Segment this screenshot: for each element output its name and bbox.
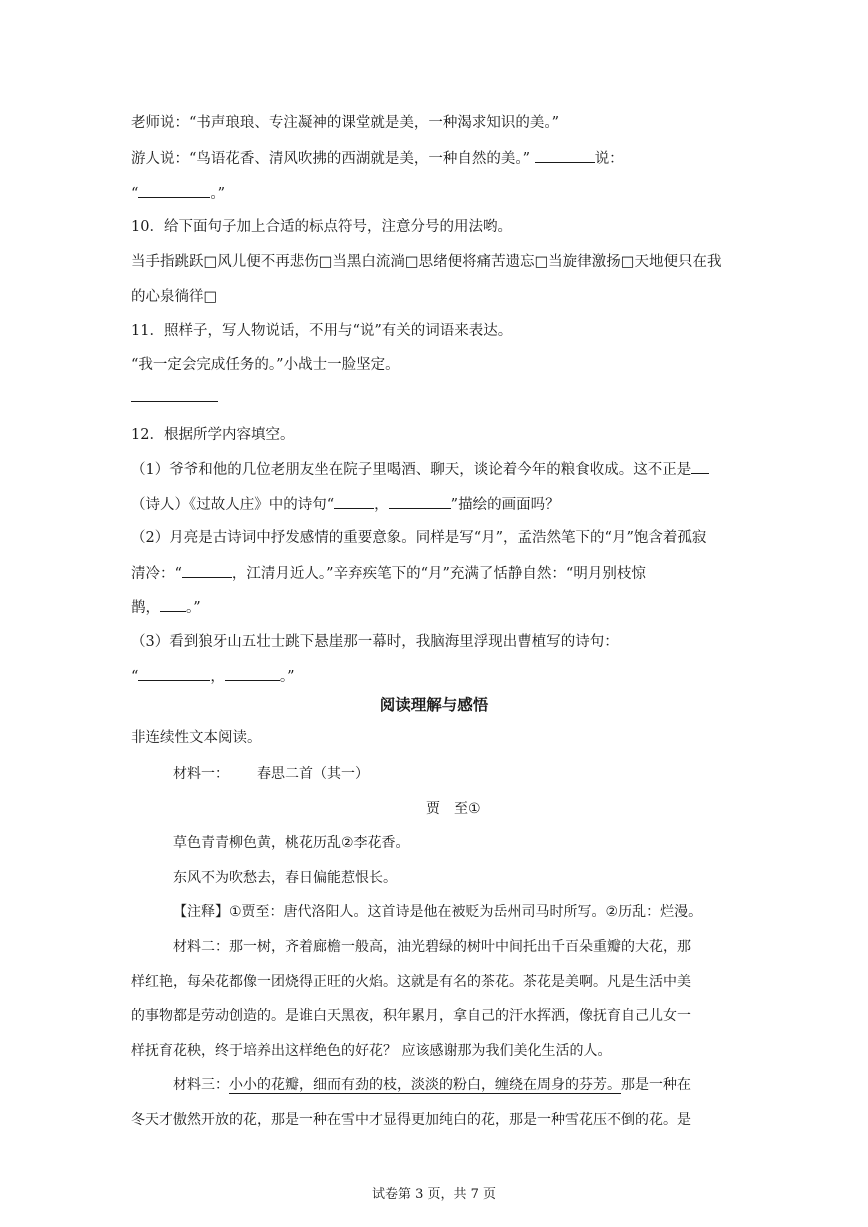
poem-author: 贾 至① <box>426 801 481 817</box>
line-answer-quote: “ 。” <box>131 183 225 204</box>
fill-blank[interactable] <box>138 183 210 198</box>
reading-intro: 非连续性文本阅读。 <box>131 730 262 746</box>
underlined-sentence: 小小的花瓣，细而有劲的枝，淡淡的粉白，缠绕在周身的芬芳。 <box>229 1077 621 1093</box>
fill-blank[interactable] <box>334 494 374 509</box>
question-12-2-line-1: （2）月亮是古诗词中抒发感情的重要意象。同样是写“月”，孟浩然笔下的“月”饱含着孤寂 <box>131 530 707 546</box>
question-12-3-line-2: “ ， 。” <box>131 666 295 687</box>
question-10-sentence-2: 的心泉徜徉□ <box>131 289 218 305</box>
question-10-sentence-1: 当手指跳跃□风儿便不再悲伤□当黑白流淌□思绪便将痛苦遗忘□当旋律激扬□天地便只在我 <box>131 254 722 270</box>
question-12-1-line-1: （1）爷爷和他的几位老朋友坐在院子里喝酒、聊天，谈论着今年的粮食收成。这不正是 <box>131 459 709 480</box>
fill-blank[interactable] <box>691 459 709 474</box>
question-12-3-line-1: （3）看到狼牙山五壮士跳下悬崖那一幕时，我脑海里浮现出曹植写的诗句： <box>131 634 619 650</box>
question-12: 12．根据所学内容填空。 <box>131 427 295 443</box>
material-3-line-2: 冬天才傲然开放的花，那是一种在雪中才显得更加纯白的花，那是一种雪花压不倒的花。是 <box>131 1112 691 1128</box>
material-2-line-2: 样红艳，每朵花都像一团烧得正旺的火焰。这就是有名的茶花。茶花是美啊。凡是生活中美 <box>131 974 691 990</box>
question-11-example: “我一定会完成任务的。”小战士一脸坚定。 <box>131 357 400 373</box>
material-2-line-4: 样抚育花秧，终于培养出这样绝色的好花？ 应该感谢那为我们美化生活的人。 <box>131 1043 612 1059</box>
question-12-2-line-3: 鹊， 。” <box>131 597 201 618</box>
material-2-line-1: 材料二：那一树，齐着廊檐一般高，油光碧绿的树叶中间托出千百朵重瓣的大花，那 <box>173 939 691 955</box>
page-footer: 试卷第 3 页，共 7 页 <box>371 1187 497 1202</box>
line-teacher: 老师说：“书声琅琅、专注凝神的课堂就是美，一种渴求知识的美。” <box>131 115 560 131</box>
fill-blank[interactable] <box>535 148 595 163</box>
fill-blank[interactable] <box>182 563 232 578</box>
poem-note: 【注释】①贾至：唐代洛阳人。这首诗是他在被贬为岳州司马时所写。②历乱：烂漫。 <box>173 904 703 920</box>
poem-title: 春思二首（其一） <box>257 766 369 782</box>
fill-blank[interactable] <box>160 597 186 612</box>
question-10: 10．给下面句子加上合适的标点符号，注意分号的用法哟。 <box>131 219 512 235</box>
fill-blank[interactable] <box>389 494 451 509</box>
question-12-2-line-2: 清冷：“ ，江清月近人。”辛弃疾笔下的“月”充满了恬静自然：“明月别枝惊 <box>131 563 646 584</box>
material-2-line-3: 的事物都是劳动创造的。是谁白天黑夜，积年累月，拿自己的汗水挥洒，像抚育自己儿女一 <box>131 1008 691 1024</box>
poem-line-2: 东风不为吹愁去，春日偏能惹恨长。 <box>173 870 397 886</box>
line-tourist: 游人说：“鸟语花香、清风吹拂的西湖就是美，一种自然的美。” 说： <box>131 148 624 169</box>
fill-blank[interactable] <box>138 666 210 681</box>
material-3-line-1: 材料三：小小的花瓣，细而有劲的枝，淡淡的粉白，缠绕在周身的芬芳。那是一种在 <box>173 1077 691 1093</box>
question-11: 11．照样子，写人物说话，不用与“说”有关的词语来表达。 <box>131 323 513 339</box>
answer-line[interactable] <box>131 401 218 402</box>
section-title: 阅读理解与感悟 <box>379 695 489 714</box>
material-1-label: 材料一： <box>173 766 229 782</box>
fill-blank[interactable] <box>225 666 280 681</box>
poem-line-1: 草色青青柳色黄，桃花历乱②李花香。 <box>173 835 410 851</box>
question-12-1-line-2: （诗人）《过故人庄》中的诗句“ ， ”描绘的画面吗？ <box>131 494 560 515</box>
